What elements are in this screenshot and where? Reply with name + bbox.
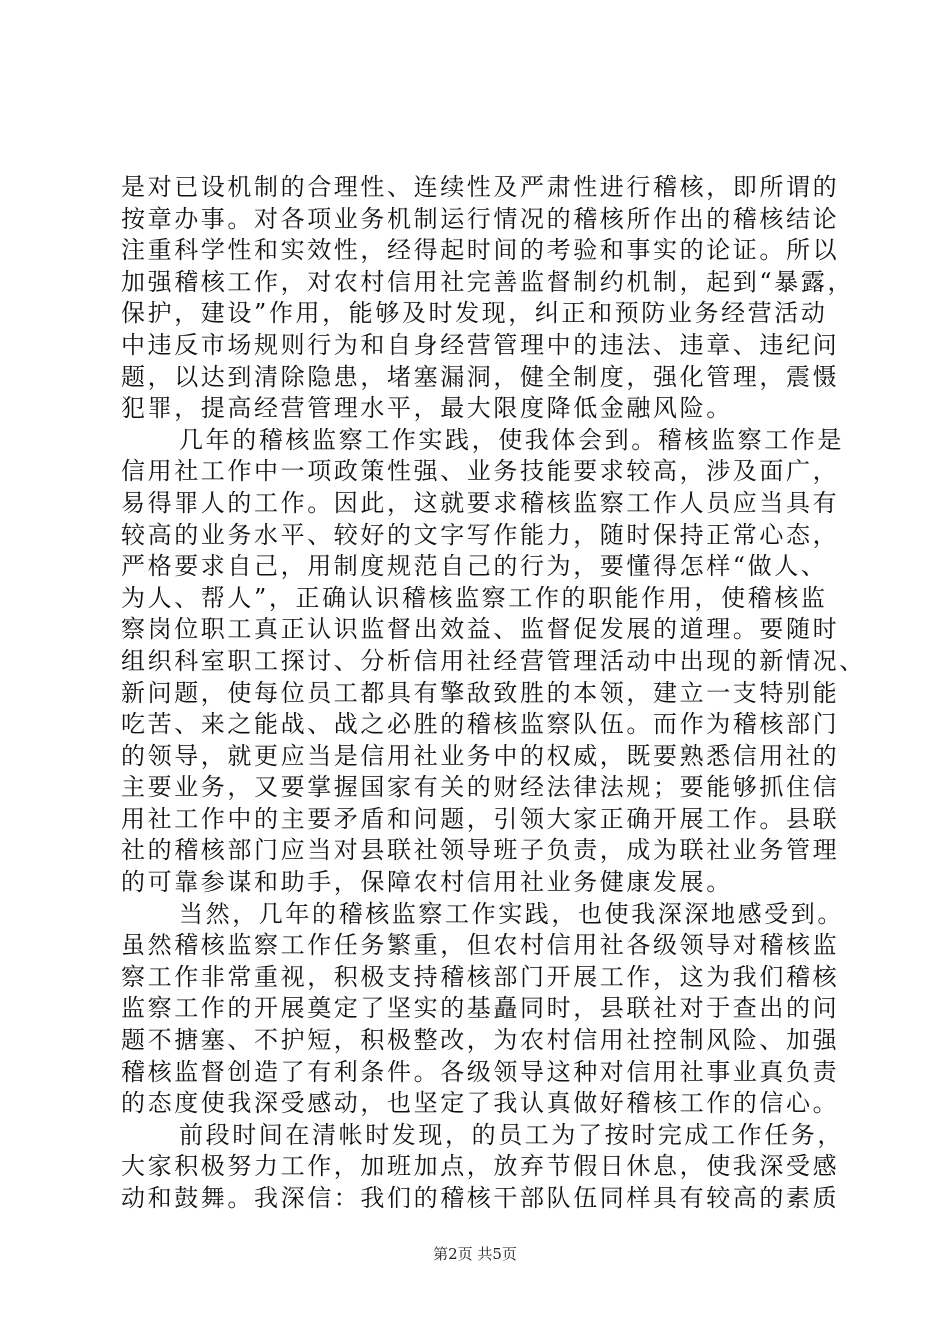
page-footer: 第2页 共5页 — [433, 1245, 517, 1263]
text-line: 题不搪塞、不护短，积极整改，为农村信用社控制风险、加强 — [121, 1026, 840, 1055]
text-line: 信用社工作中一项政策性强、业务技能要求较高，涉及面广， — [121, 457, 840, 486]
text-line: 严格要求自己，用制度规范自己的行为，要懂得怎样“做人、 — [121, 552, 828, 581]
text-line: 虽然稽核监察工作任务繁重，但农村信用社各级领导对稽核监 — [121, 931, 840, 960]
text-line: 的态度使我深受感动，也坚定了我认真做好稽核工作的信心。 — [121, 1089, 840, 1118]
text-line: 较高的业务水平、较好的文字写作能力，随时保持正常心态， — [121, 520, 840, 549]
text-line: 吃苦、来之能战、战之必胜的稽核监察队伍。而作为稽核部门 — [121, 710, 840, 739]
text-line: 加强稽核工作，对农村信用社完善监督制约机制，起到“暴露， — [121, 267, 855, 296]
text-line: 中违反市场规则行为和自身经营管理中的违法、违章、违纪问 — [121, 330, 840, 359]
text-line: 易得罪人的工作。因此，这就要求稽核监察工作人员应当具有 — [121, 488, 840, 517]
text-line: 察工作非常重视，积极支持稽核部门开展工作，这为我们稽核 — [121, 962, 840, 991]
text-line: 的领导，就更应当是信用社业务中的权威，既要熟悉信用社的 — [121, 741, 840, 770]
text-line: 当然，几年的稽核监察工作实践，也使我深深地感受到。 — [179, 899, 844, 928]
text-line: 为人、帮人”，正确认识稽核监察工作的职能作用，使稽核监 — [121, 583, 828, 612]
body-text — [121, 172, 866, 1215]
text-line: 的可靠参谋和助手，保障农村信用社业务健康发展。 — [121, 868, 733, 897]
text-line: 保护，建设”作用，能够及时发现，纠正和预防业务经营活动 — [121, 299, 828, 328]
text-line: 用社工作中的主要矛盾和问题，引领大家正确开展工作。县联 — [121, 804, 840, 833]
text-line: 社的稽核部门应当对县联社领导班子负责，成为联社业务管理 — [121, 836, 840, 865]
text-line: 犯罪，提高经营管理水平，最大限度降低金融风险。 — [121, 394, 733, 423]
text-line: 组织科室职工探讨、分析信用社经营管理活动中出现的新情况、 — [121, 646, 866, 675]
text-line: 题，以达到清除隐患，堵塞漏洞，健全制度，强化管理，震慑 — [121, 362, 840, 391]
text-line: 前段时间在清帐时发现，的员工为了按时完成工作任务， — [179, 1120, 844, 1149]
text-line: 稽核监督创造了有利条件。各级领导这种对信用社事业真负责 — [121, 1057, 840, 1086]
text-line: 动和鼓舞。我深信：我们的稽核干部队伍同样具有较高的素质 — [121, 1184, 840, 1212]
text-line: 主要业务，又要掌握国家有关的财经法律法规；要能够抓住信 — [121, 773, 840, 802]
text-line: 监察工作的开展奠定了坚实的基矗同时，县联社对于查出的问 — [121, 994, 840, 1023]
text-line: 几年的稽核监察工作实践，使我体会到。稽核监察工作是 — [179, 425, 844, 454]
text-line: 大家积极努力工作，加班加点，放弃节假日休息，使我深受感 — [121, 1152, 840, 1181]
text-line: 察岗位职工真正认识监督出效益、监督促发展的道理。要随时 — [121, 615, 840, 644]
text-line: 注重科学性和实效性，经得起时间的考验和事实的论证。所以 — [121, 236, 840, 265]
text-line: 是对已设机制的合理性、连续性及严肃性进行稽核，即所谓的 — [121, 173, 840, 201]
text-line: 新问题，使每位员工都具有擎敌致胜的本领，建立一支特别能 — [121, 678, 840, 707]
text-line: 按章办事。对各项业务机制运行情况的稽核所作出的稽核结论 — [121, 204, 840, 233]
